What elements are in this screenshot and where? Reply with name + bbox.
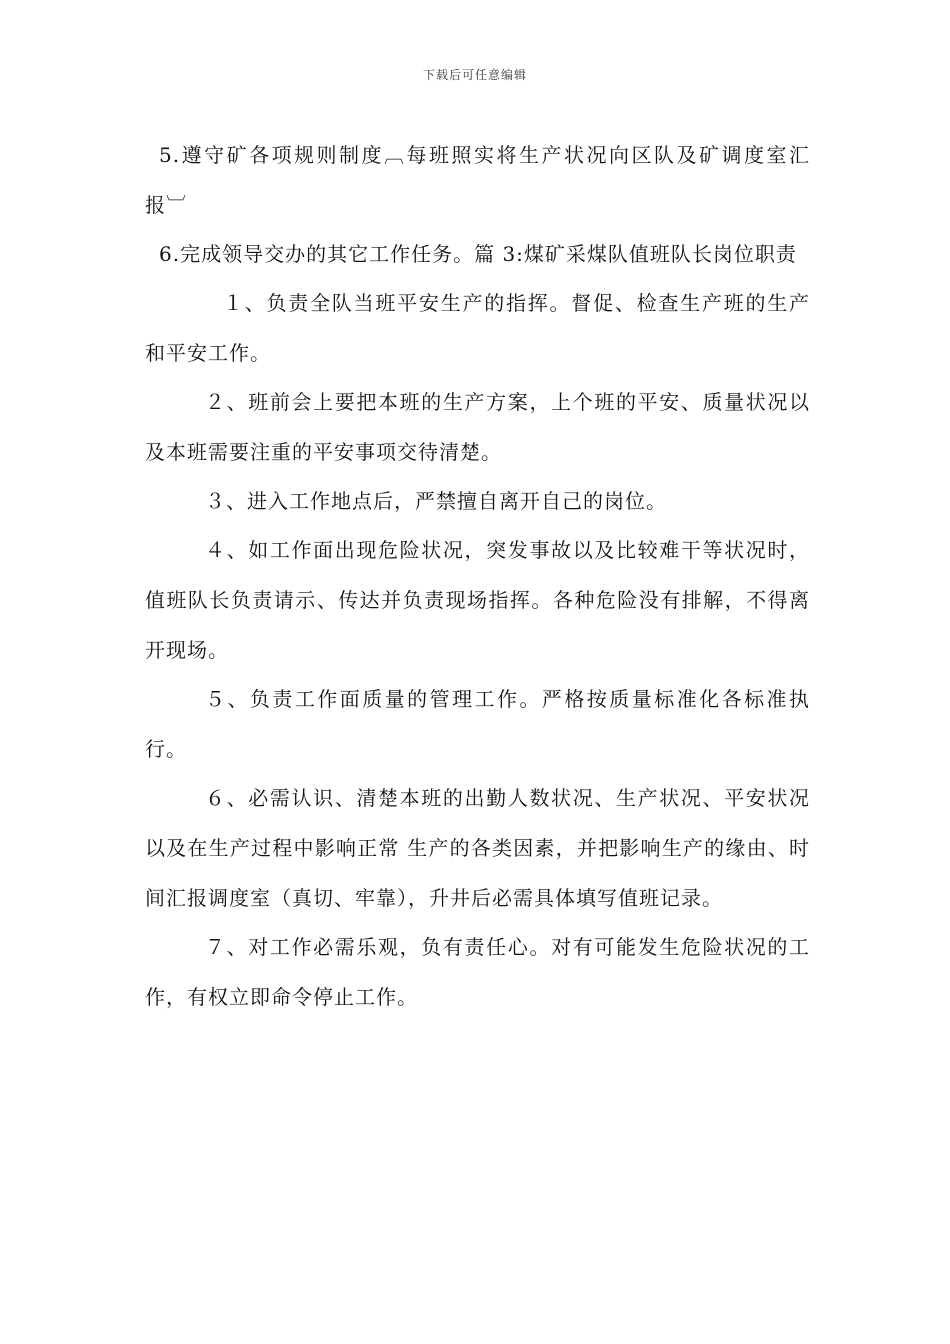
paragraph-rule-6: 6.完成领导交办的其它工作任务。篇 3:煤矿采煤队值班队长岗位职责 xyxy=(159,242,797,266)
paragraph-duty-5: ５、负责工作面质量的管理工作。严格按质量标准化各标准执行。 xyxy=(145,687,810,761)
paragraph-duty-6: ６、必需认识、清楚本班的出勤人数状况、生产状况、平安状况以及在生产过程中影响正常 生产的各类因素，并把影响生产的缘由、时间汇报调度室（真切、牢靠），升井后必需具体填写值班记录。 xyxy=(145,786,810,910)
paragraph-duty-4: ４、如工作面出现危险状况，突发事故以及比较难干等状况时，值班队长负责请示、传达并负责现场指挥。各种危险没有排解，不得离开现场。 xyxy=(145,538,810,662)
paragraph-duty-2: ２、班前会上要把本班的生产方案，上个班的平安、质量状况以及本班需要注重的平安事项交待清楚。 xyxy=(145,390,810,464)
page-header: 下载后可任意编辑 xyxy=(422,68,527,82)
document-body xyxy=(145,130,810,1021)
paragraph-duty-3: ３、进入工作地点后，严禁擅自离开自己的岗位。 xyxy=(205,489,667,513)
paragraph-duty-7: ７、对工作必需乐观，负有责任心。对有可能发生危险状况的工作，有权立即命令停止工作。 xyxy=(145,935,810,1009)
paragraph-duty-1: １、负责全队当班平安生产的指挥。督促、检查生产班的生产和平安工作。 xyxy=(145,291,810,365)
paragraph-rule-5: 5.遵守矿各项规则制度︹每班照实将生产状况向区队及矿调度室汇报︺ xyxy=(145,143,810,217)
